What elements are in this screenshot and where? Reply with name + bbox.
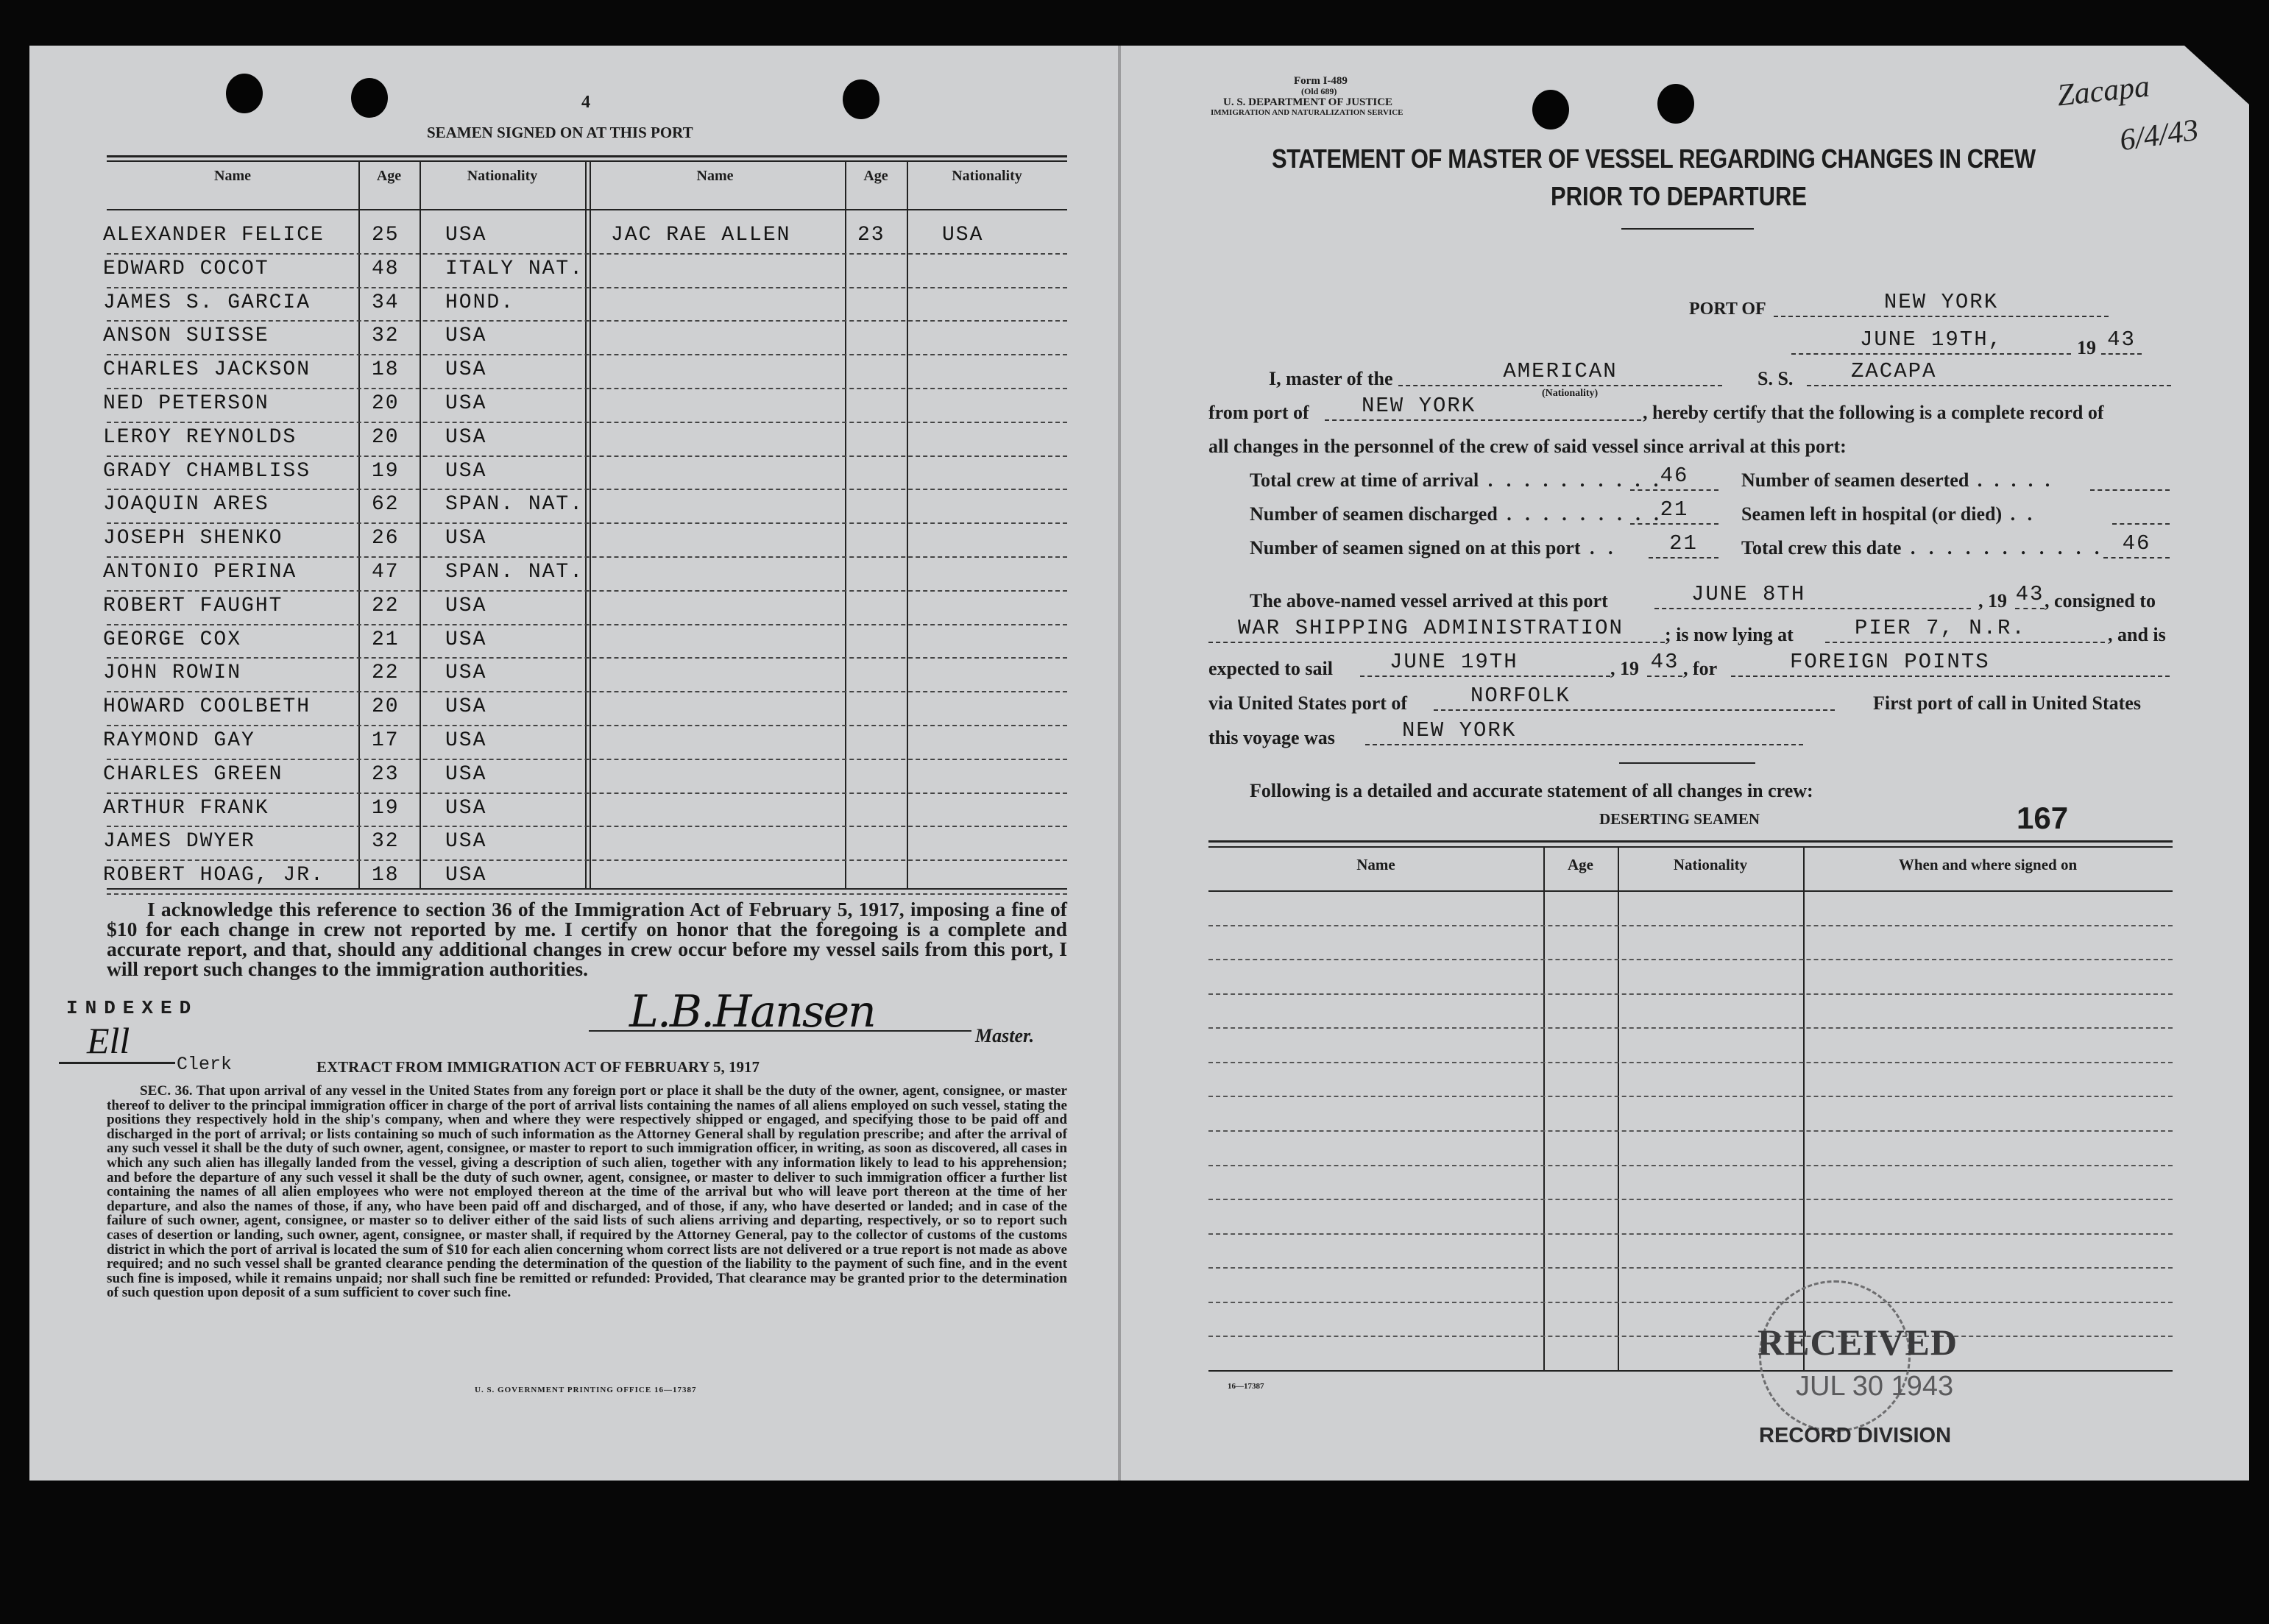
table-row-nationality: USA [445, 425, 487, 449]
table-row-age: 23 [857, 224, 885, 247]
column-divider [358, 160, 360, 888]
master-signature: L.B.Hansen [629, 986, 875, 1038]
section-title: SEAMEN SIGNED ON AT THIS PORT [427, 124, 693, 141]
table-row-name: GEORGE COX [103, 628, 242, 651]
ss-label: S. S. [1757, 368, 1794, 389]
table-row-name: HOWARD COOLBETH [103, 695, 311, 719]
table-row-name: ROBERT FAUGHT [103, 594, 283, 617]
following-label: Following is a detailed and accurate statement of all changes in crew: [1250, 780, 1813, 801]
table-row-name: ALEXANDER FELICE [103, 224, 325, 247]
column-divider [420, 160, 421, 888]
table-row-name: GRADY CHAMBLISS [103, 459, 311, 483]
handwritten-vessel-note: Zacapa [2055, 69, 2152, 113]
row-rule [107, 624, 1067, 625]
total-arrival-field[interactable]: 46 [1660, 464, 1689, 488]
column-header: Nationality [1673, 856, 1748, 873]
table-row-age: 20 [372, 392, 400, 415]
column-header: When and where signed on [1898, 856, 2078, 873]
consignee-field[interactable]: WAR SHIPPING ADMINISTRATION [1238, 616, 1624, 640]
via-label: via United States port of [1208, 692, 1408, 714]
table-row-nationality: SPAN. NAT. [445, 561, 584, 584]
column-header: Name [696, 168, 734, 184]
nationality-caption: (Nationality) [1542, 388, 1599, 399]
table-row-age: 23 [372, 762, 400, 786]
year-prefix: 19 [2077, 337, 2096, 358]
indexed-clerk: Clerk [177, 1054, 233, 1075]
row-rule [107, 691, 1067, 692]
row-rule [107, 725, 1067, 726]
discharged-field[interactable]: 21 [1660, 497, 1689, 522]
table-row-name: ARTHUR FRANK [103, 796, 269, 820]
arrived-year-prefix: , 19 [1978, 590, 2007, 611]
row-rule [107, 859, 1067, 861]
row-rule [107, 590, 1067, 592]
table-row-nationality: USA [445, 864, 487, 887]
table-row-nationality: SPAN. NAT. [445, 493, 584, 517]
master-label: I, master of the [1269, 368, 1393, 389]
punch-hole [351, 78, 388, 118]
table-row-age: 22 [372, 662, 400, 685]
row-rule [107, 556, 1067, 558]
punch-hole [1657, 84, 1694, 124]
row-rule [107, 522, 1067, 524]
row-rule [107, 455, 1067, 457]
first-port-label: First port of call in United States [1873, 692, 2141, 714]
table-row-age: 21 [372, 628, 400, 651]
sail-field[interactable]: JUNE 19TH [1390, 650, 1518, 674]
table-row-name: JOSEPH SHENKO [103, 527, 283, 550]
row-rule [107, 657, 1067, 659]
sail-year-prefix: , 19 [1610, 658, 1639, 679]
signed-on-field[interactable]: 21 [1669, 531, 1698, 556]
via-field[interactable]: NORFOLK [1470, 684, 1571, 708]
sail-label: expected to sail [1208, 658, 1333, 679]
row-rule [107, 354, 1067, 355]
department: U. S. DEPARTMENT OF JUSTICE [1223, 96, 1393, 108]
table-row-age: 34 [372, 291, 400, 314]
column-header: Name [214, 168, 251, 184]
discharged-label: Number of seamen discharged . . . . . . . . . [1250, 503, 1663, 525]
form-title-line2: PRIOR TO DEPARTURE [1551, 181, 1808, 211]
form-old-number: (Old 689) [1301, 86, 1337, 96]
signature-role: Master. [975, 1025, 1035, 1046]
row-rule [107, 759, 1067, 760]
column-header: Age [376, 168, 402, 184]
from-port-label: from port of [1208, 402, 1309, 423]
for-label: , for [1683, 658, 1718, 679]
from-port-field[interactable]: NEW YORK [1362, 394, 1476, 418]
indexed-stamp: INDEXED [66, 997, 199, 1019]
table-row-name: CHARLES JACKSON [103, 358, 311, 382]
table-row-age: 18 [372, 358, 400, 382]
row-rule [1208, 959, 2173, 960]
table-row-name: NED PETERSON [103, 392, 269, 415]
table-row-nationality: USA [445, 594, 487, 617]
page-fold [1118, 46, 1121, 1481]
extract-text: SEC. 36. That upon arrival of any vessel in the United States from any foreign port or place it shall be the duty of the owner, agent, consignee, or master thereof to deliver to the principal immigration officer in charge of the port of arrival lists containing the names of all aliens employed on such vessel, stating the positions they respectively hold in the ship's company, when and where they were respectively shipped or engaged, and specifying those to be paid off and discharged in the port of arrival; or lists containing so much of such information as the Attorney General shall by regulation prescribe; and after the arrival of any such vessel it shall be the duty of such owner, agent, consignee, or master to report to such immigration officer, in writing, as soon as discovered, all cases in which any such alien has illegally landed from the vessel, giving a description of such alien, together with any information likely to lead to his apprehension; and before the departure of any such vessel it shall be the duty of such owner, agent, consignee, or master to deliver to such immigration officer a further list containing the names of all alien employees who were not employed thereon at the time of the arrival but who will leave port thereon at the time of her departure, and also the names of those, if any, who have been paid off and discharged, and of those, if any, who have deserted or landed; and in case of the failure of such owner, agent, consignee, or master so to deliver either of the said lists of such aliens arriving and departing, respectively, or so to report such cases of desertion or landing, such owner, agent, consignee, or master shall, if required by the Attorney General, pay to the collector of customs of the customs district in which the port of arrival is located the sum of $10 for each alien concerning whom correct lists are not delivered or a true report is not made as above required; and no such vessel shall be granted clearance pending the determination of the question of the liability to the payment of such fine, and in the event such fine is imposed, while it remains unpaid; nor shall such fine be remitted or refunded: Provided, That clearance may be granted prior to the determination of such question upon deposit of a sum sufficient to cover such fine. [107, 1083, 1067, 1301]
row-rule [107, 489, 1067, 490]
table-row-age: 22 [372, 594, 400, 617]
printing-office: U. S. GOVERNMENT PRINTING OFFICE 16—17387 [475, 1386, 697, 1394]
table-row-name: CHARLES GREEN [103, 762, 283, 786]
table-row-name: ROBERT HOAG, JR. [103, 864, 325, 887]
table-row-name: JAC RAE ALLEN [611, 224, 791, 247]
year-field[interactable]: 43 [2107, 327, 2136, 352]
row-rule [107, 320, 1067, 322]
column-divider [585, 160, 587, 888]
column-header: Name [1356, 856, 1395, 873]
row-rule [107, 893, 1067, 895]
arrived-year-field[interactable]: 43 [2015, 582, 2045, 606]
total-date-label: Total crew this date . . . . . . . . . . . [1741, 537, 2104, 559]
table-row-name: EDWARD COCOT [103, 257, 269, 280]
row-rule [1208, 1096, 2173, 1097]
page-number: 4 [581, 93, 590, 112]
punch-hole [226, 74, 263, 113]
table-row-age: 18 [372, 864, 400, 887]
table-row-name: LEROY REYNOLDS [103, 425, 297, 449]
row-rule [107, 287, 1067, 288]
column-header: Age [1568, 856, 1593, 873]
row-rule [107, 422, 1067, 423]
row-rule [1208, 925, 2173, 926]
voyage-label: this voyage was [1208, 727, 1335, 748]
table-row-nationality: USA [445, 662, 487, 685]
table-row-nationality: ITALY NAT. [445, 257, 584, 280]
date-field[interactable]: JUNE 19TH, [1859, 327, 2003, 352]
table-row-age: 62 [372, 493, 400, 517]
table-row-nationality: USA [445, 695, 487, 719]
sail-year-field[interactable]: 43 [1650, 650, 1679, 674]
total-arrival-label: Total crew at time of arrival . . . . . . . . . . [1250, 469, 1663, 491]
voyage-field[interactable]: NEW YORK [1402, 718, 1517, 742]
table-row-age: 32 [372, 325, 400, 348]
column-header: Nationality [952, 168, 1022, 184]
table-row-name: ANSON SUISSE [103, 325, 269, 348]
column-divider [845, 160, 846, 888]
table-row-age: 26 [372, 527, 400, 550]
port-label: PORT OF [1689, 299, 1766, 319]
hospital-label: Seamen left in hospital (or died) . . [1741, 503, 2036, 525]
total-date-field[interactable]: 46 [2122, 531, 2151, 556]
table-row-age: 48 [372, 257, 400, 280]
arrived-field[interactable]: JUNE 8TH [1691, 582, 1806, 606]
service: IMMIGRATION AND NATURALIZATION SERVICE [1211, 108, 1403, 117]
indexed-initials: Ell [87, 1020, 130, 1061]
table-row-age: 19 [372, 796, 400, 820]
table-row-age: 20 [372, 425, 400, 449]
punch-hole [843, 79, 879, 119]
column-header: Age [863, 168, 888, 184]
table-row-nationality: USA [445, 392, 487, 415]
table-row-age: 17 [372, 729, 400, 752]
row-rule [107, 826, 1067, 827]
table-row-age: 20 [372, 695, 400, 719]
consigned-label: , consigned to [2045, 590, 2156, 611]
certify-text2: all changes in the personnel of the crew of said vessel since arrival at this port: [1208, 436, 1847, 457]
table-row-nationality: USA [445, 224, 487, 247]
port-field[interactable]: NEW YORK [1883, 290, 1999, 314]
row-rule [1208, 1165, 2173, 1166]
extract-title: EXTRACT FROM IMMIGRATION ACT OF FEBRUARY 5, 1917 [316, 1058, 760, 1076]
form-footer: 16—17387 [1228, 1382, 1264, 1391]
table-row-age: 32 [372, 830, 400, 854]
deserting-title: DESERTING SEAMEN [1599, 810, 1760, 828]
table-row-nationality: USA [445, 325, 487, 348]
row-rule [1208, 1199, 2173, 1200]
received-date-stamp: JUL 30 1943 [1796, 1371, 1954, 1402]
row-rule [1208, 1267, 2173, 1269]
signed-on-label: Number of seamen signed on at this port . . [1250, 537, 1618, 559]
table-row-nationality: USA [942, 224, 984, 247]
row-rule [1208, 1130, 2173, 1132]
table-row-name: JOAQUIN ARES [103, 493, 269, 517]
row-rule [107, 253, 1067, 255]
table-row-name: JOHN ROWIN [103, 662, 242, 685]
column-divider [590, 160, 591, 888]
column-divider [907, 160, 908, 888]
table-row-nationality: USA [445, 762, 487, 786]
table-row-nationality: HOND. [445, 291, 515, 314]
page-stamp-number: 167 [2017, 801, 2069, 835]
table-row-nationality: USA [445, 729, 487, 752]
row-rule [1208, 1062, 2173, 1063]
acknowledgement-text: I acknowledge this reference to section 36 of the Immigration Act of February 5, 1917, imposing a fine of $10 for each change in crew not reported by me. I certify on honor that the foregoing is a complete and accurate report, and that, should any additional changes in crew occur before my vessel sails from this port, I will report such changes to the immigration authorities. [107, 898, 1067, 980]
nationality-field[interactable]: AMERICAN [1503, 359, 1618, 383]
form-title-line1: STATEMENT OF MASTER OF VESSEL REGARDING CHANGES IN CREW [1272, 143, 2036, 174]
row-rule [107, 793, 1067, 794]
table-row-name: JAMES S. GARCIA [103, 291, 311, 314]
handwritten-date-note: 6/4/43 [2117, 113, 2201, 158]
destination-field[interactable]: FOREIGN POINTS [1790, 650, 1990, 674]
ship-name-field[interactable]: ZACAPA [1851, 359, 1937, 383]
row-rule [1208, 1233, 2173, 1235]
lying-field[interactable]: PIER 7, N.R. [1855, 616, 2026, 640]
row-rule [1208, 993, 2173, 995]
punch-hole [1532, 90, 1569, 130]
table-row-nationality: USA [445, 628, 487, 651]
row-rule [1208, 1027, 2173, 1029]
record-division-stamp: RECORD DIVISION [1759, 1424, 1952, 1447]
table-row-nationality: USA [445, 796, 487, 820]
column-header: Nationality [467, 168, 538, 184]
and-is-label: , and is [2108, 624, 2166, 645]
table-row-nationality: USA [445, 459, 487, 483]
table-row-name: JAMES DWYER [103, 830, 255, 854]
table-row-name: ANTONIO PERINA [103, 561, 297, 584]
table-row-name: RAYMOND GAY [103, 729, 255, 752]
row-rule [1208, 1336, 2173, 1337]
row-rule [107, 388, 1067, 389]
table-row-nationality: USA [445, 830, 487, 854]
row-rule [1208, 1302, 2173, 1303]
header-rule [1208, 890, 2173, 892]
table-row-age: 25 [372, 224, 400, 247]
deserted-label: Number of seamen deserted . . . . . [1741, 469, 2054, 491]
table-row-age: 47 [372, 561, 400, 584]
received-stamp: RECEIVED [1757, 1322, 1958, 1363]
table-row-nationality: USA [445, 527, 487, 550]
table-row-nationality: USA [445, 358, 487, 382]
lying-label: ; is now lying at [1665, 624, 1794, 645]
arrived-label: The above-named vessel arrived at this port [1250, 590, 1608, 611]
form-number: Form I-489 [1294, 75, 1348, 87]
table-row-age: 19 [372, 459, 400, 483]
certify-text: , hereby certify that the following is a complete record of [1643, 402, 2104, 423]
